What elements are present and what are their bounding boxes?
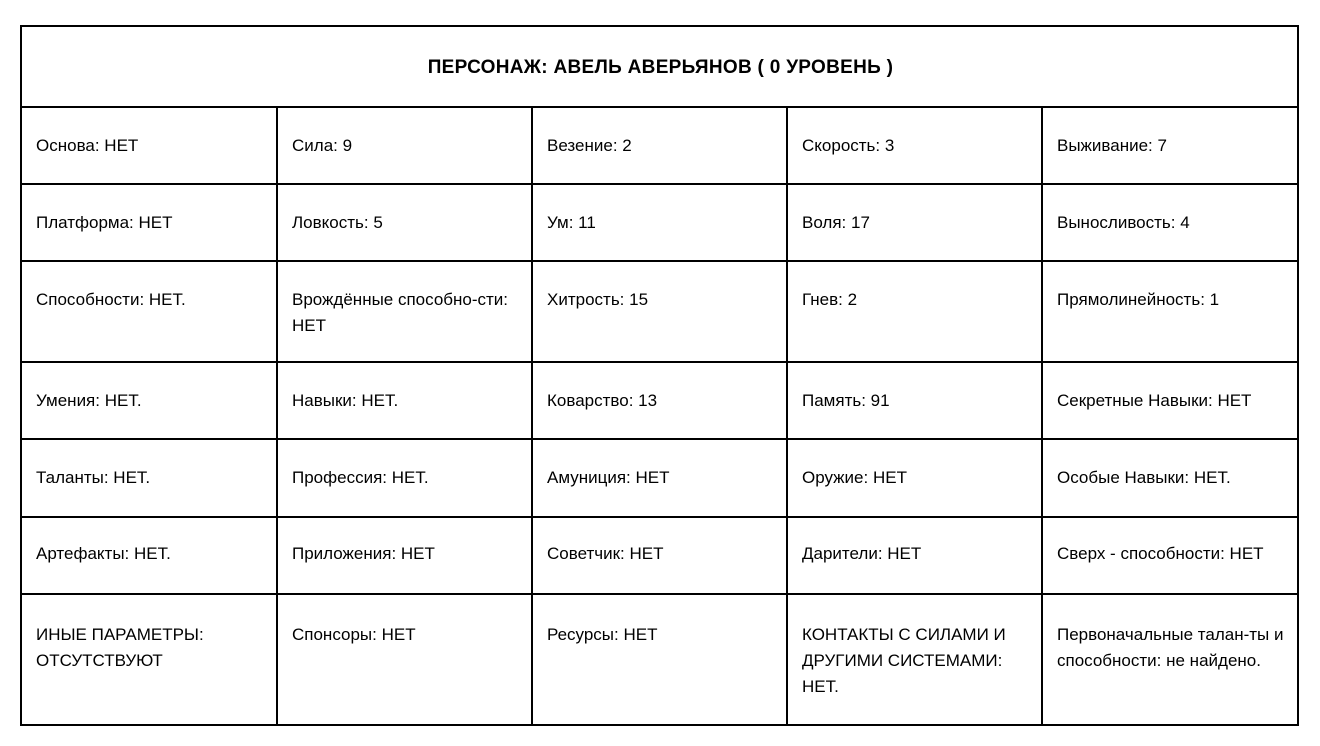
stat-endurance: Выносливость: 4 <box>1042 184 1298 261</box>
stat-resources: Ресурсы: НЕТ <box>532 594 787 725</box>
stat-profession: Профессия: НЕТ. <box>277 439 532 517</box>
stat-skills: Навыки: НЕТ. <box>277 362 532 439</box>
stat-other-parameters: ИНЫЕ ПАРАМЕТРЫ: ОТСУТСТВУЮТ <box>21 594 277 725</box>
character-title: ПЕРСОНАЖ: АВЕЛЬ АВЕРЬЯНОВ ( 0 УРОВЕНЬ ) <box>21 26 1298 107</box>
stat-platform: Платформа: НЕТ <box>21 184 277 261</box>
stat-strength: Сила: 9 <box>277 107 532 184</box>
stat-super-abilities: Сверх - способности: НЕТ <box>1042 517 1298 594</box>
stat-initial-talents: Первоначальные талан-ты и способности: не найдено. <box>1042 594 1298 725</box>
stat-sponsors: Спонсоры: НЕТ <box>277 594 532 725</box>
stat-will: Воля: 17 <box>787 184 1042 261</box>
stat-abilities: Способности: НЕТ. <box>21 261 277 362</box>
stat-speed: Скорость: 3 <box>787 107 1042 184</box>
stat-contacts: КОНТАКТЫ С СИЛАМИ И ДРУГИМИ СИСТЕМАМИ: НЕТ. <box>787 594 1042 725</box>
stat-special-skills: Особые Навыки: НЕТ. <box>1042 439 1298 517</box>
stat-survival: Выживание: 7 <box>1042 107 1298 184</box>
table-row <box>21 517 1298 594</box>
table-row <box>21 184 1298 261</box>
stat-memory: Память: 91 <box>787 362 1042 439</box>
table-row <box>21 594 1298 725</box>
stat-advisor: Советчик: НЕТ <box>532 517 787 594</box>
stat-luck: Везение: 2 <box>532 107 787 184</box>
title-row <box>21 26 1298 107</box>
stat-innate-abilities: Врождённые способно-сти: НЕТ <box>277 261 532 362</box>
stat-weapon: Оружие: НЕТ <box>787 439 1042 517</box>
table-row <box>21 107 1298 184</box>
stat-base: Основа: НЕТ <box>21 107 277 184</box>
stat-proficiencies: Умения: НЕТ. <box>21 362 277 439</box>
table-row <box>21 362 1298 439</box>
table-row <box>21 439 1298 517</box>
stat-cunning: Хитрость: 15 <box>532 261 787 362</box>
stat-artifacts: Артефакты: НЕТ. <box>21 517 277 594</box>
table-row <box>21 261 1298 362</box>
stat-talents: Таланты: НЕТ. <box>21 439 277 517</box>
stat-givers: Дарители: НЕТ <box>787 517 1042 594</box>
character-sheet-table <box>20 25 1299 726</box>
stat-secret-skills: Секретные Навыки: НЕТ <box>1042 362 1298 439</box>
stat-ammunition: Амуниция: НЕТ <box>532 439 787 517</box>
stat-mind: Ум: 11 <box>532 184 787 261</box>
stat-applications: Приложения: НЕТ <box>277 517 532 594</box>
stat-treachery: Коварство: 13 <box>532 362 787 439</box>
stat-agility: Ловкость: 5 <box>277 184 532 261</box>
stat-anger: Гнев: 2 <box>787 261 1042 362</box>
stat-straightforwardness: Прямолинейность: 1 <box>1042 261 1298 362</box>
